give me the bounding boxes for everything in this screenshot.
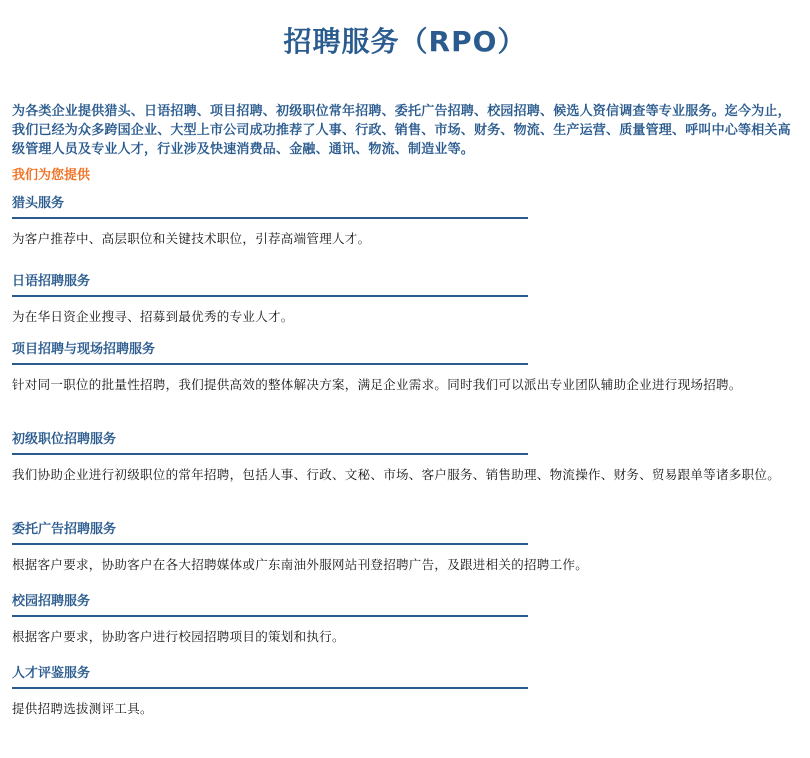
section-campus-recruitment [12,592,798,646]
section-desc: 我们协助企业进行初级职位的常年招聘，包括人事、行政、文秘、市场、客户服务、销售助理、物流操作、财务、贸易跟单等诸多职位。 [12,467,781,482]
section-junior-recruitment [12,430,798,484]
section-title: 猎头服务 [12,194,528,219]
section-japanese-recruitment [12,272,798,326]
section-title: 项目招聘与现场招聘服务 [12,340,528,365]
section-desc: 根据客户要求，协助客户进行校园招聘项目的策划和执行。 [12,629,345,644]
section-headhunting [12,194,798,248]
section-desc: 为客户推荐中、高层职位和关键技术职位，引荐高端管理人才。 [12,231,371,246]
section-desc: 提供招聘选拔测评工具。 [12,701,153,716]
section-project-recruitment [12,340,798,394]
section-desc: 根据客户要求，协助客户在各大招聘媒体或广东南油外服网站刊登招聘广告，及跟进相关的招聘工作。 [12,557,589,572]
section-desc: 为在华日资企业搜寻、招募到最优秀的专业人才。 [12,309,294,324]
intro-paragraph: 为各类企业提供猎头、日语招聘、项目招聘、初级职位常年招聘、委托广告招聘、校园招聘、候选人资信调查等专业服务。迄今为止，我们已经为众多跨国企业、大型上市公司成功推荐了人事、行政、销售、市场、财务、物流、生产运营、质量管理、呼叫中心等相关高级管理人员及专业人才，行业涉及快速消费品、金融、通讯、物流、制造业等。 [12,104,791,157]
section-advertising-recruitment [12,520,798,574]
section-title: 校园招聘服务 [12,592,528,617]
offer-heading: 我们为您提供 [12,168,91,183]
section-title: 人才评鉴服务 [12,664,528,689]
section-title: 初级职位招聘服务 [12,430,528,455]
section-title: 委托广告招聘服务 [12,520,528,545]
section-title: 日语招聘服务 [12,272,528,297]
section-talent-assessment [12,664,798,718]
section-desc: 针对同一职位的批量性招聘，我们提供高效的整体解决方案，满足企业需求。同时我们可以派出专业团队辅助企业进行现场招聘。 [12,377,742,392]
page-title: 招聘服务（RPO） [283,25,527,58]
